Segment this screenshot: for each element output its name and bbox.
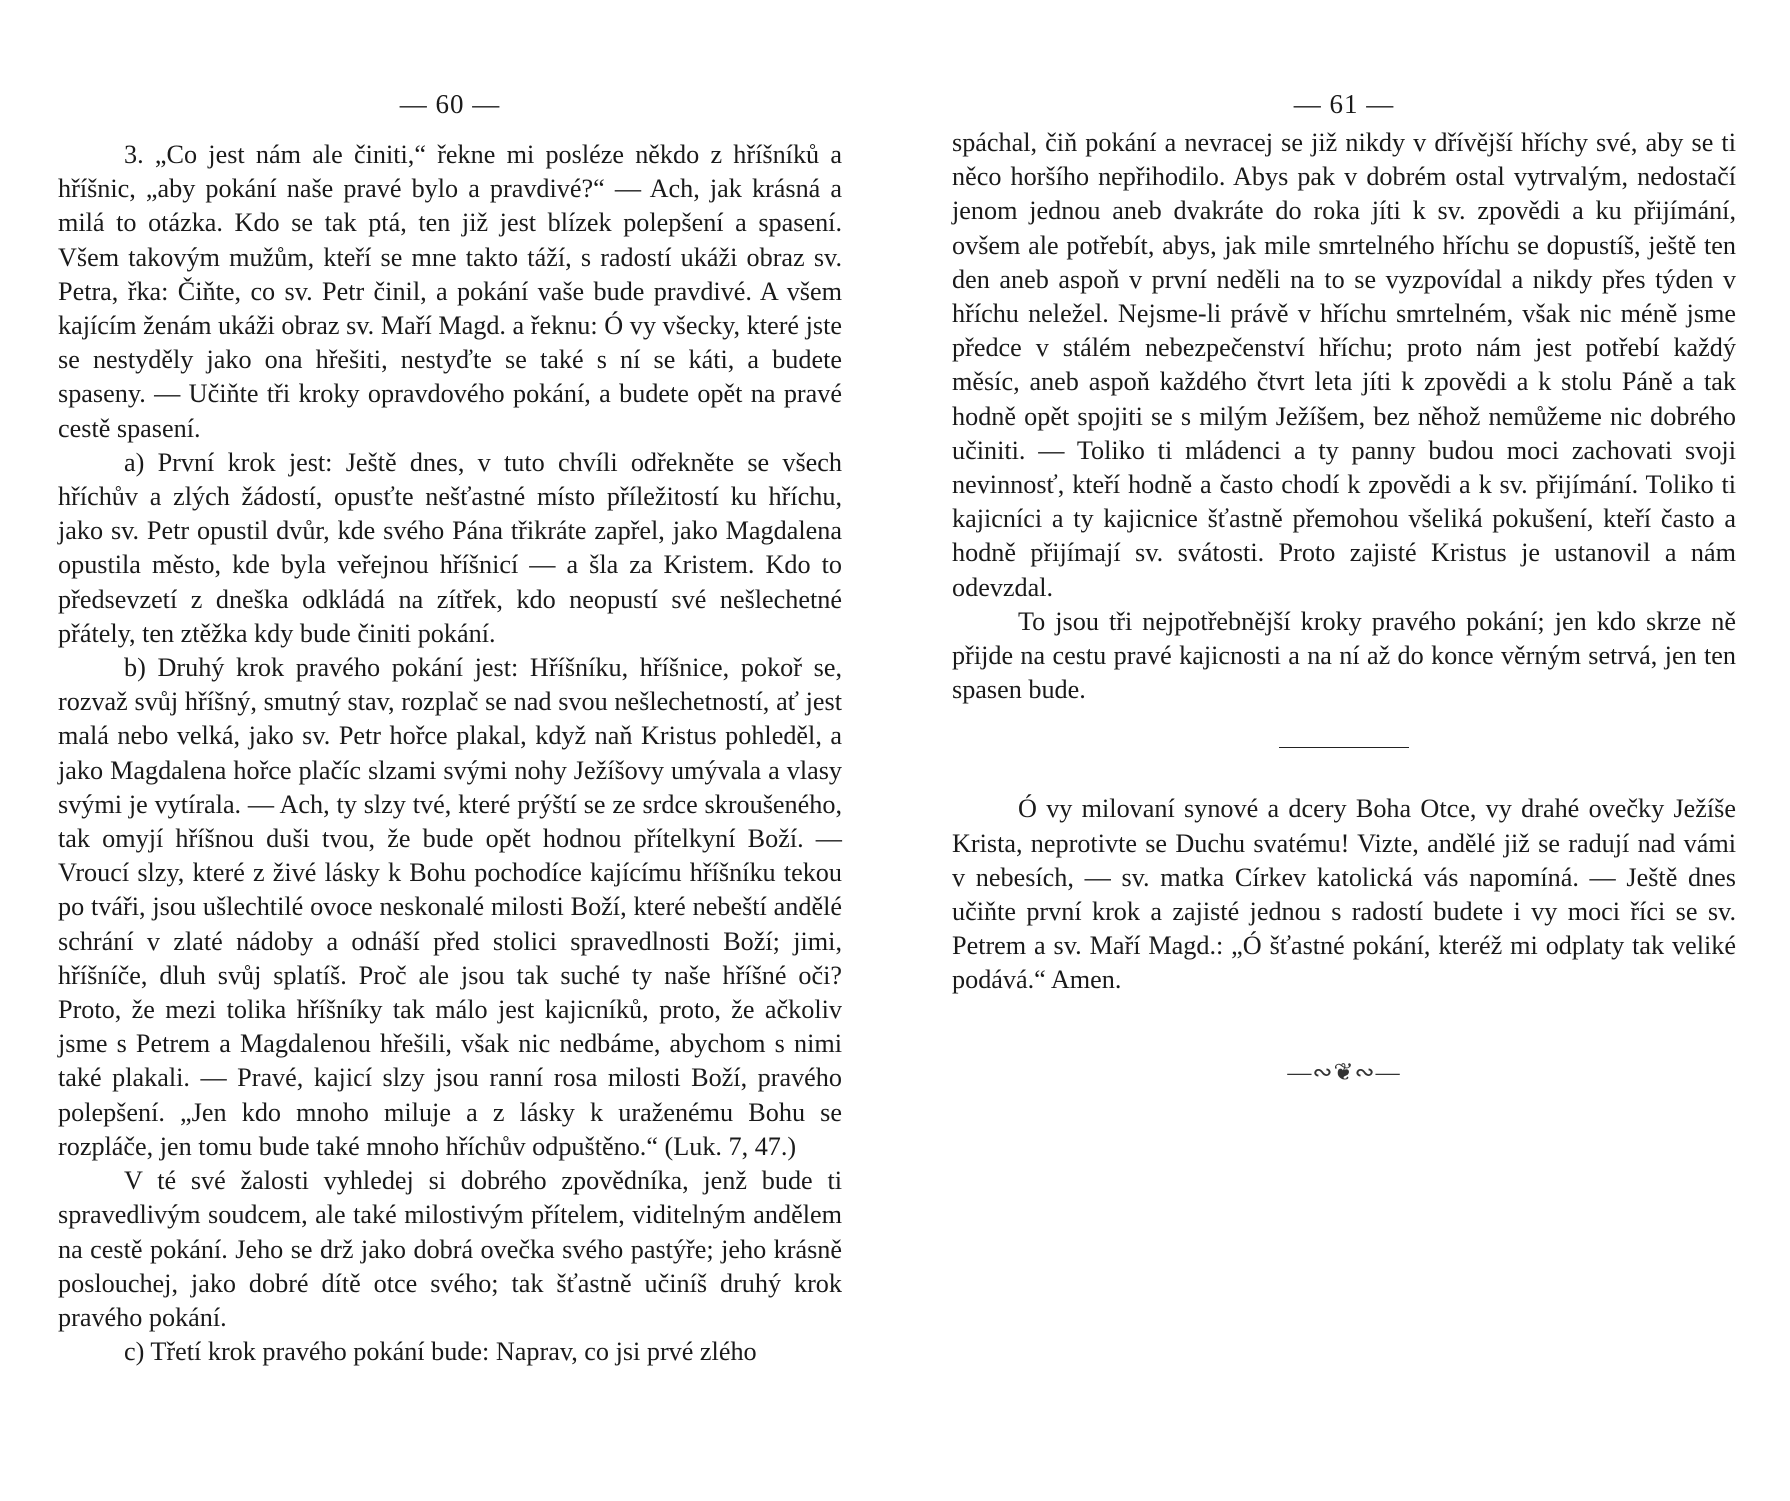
closing-section <box>952 792 1736 997</box>
page-number: — 60 — <box>399 89 501 119</box>
end-ornament: —∾❦∾— <box>1287 1059 1401 1086</box>
page-text <box>58 138 842 1369</box>
paragraph: 3. „Co jest nám ale činiti,“ řekne mi posléze někdo z hříšníků a hříšnic, „aby pokání naše pravé bylo a pravdivé?“ — Ach, jak krásná a milá to otázka. Kdo se tak ptá, ten již jest blízek polepšení a spasení. Všem takovým mužům, kteří se mne takto táží, s radostí ukáži obraz sv. Petra, řka: Čiňte, co sv. Petr činil, a pokání vaše bude pravdivé. A všem kajícím ženám ukáži obraz sv. Maří Magd. a řeknu: Ó vy všecky, které jste se nestyděly jako ona hřešiti, nestyďte se také s ní se káti, a budete spaseny. — Učiňte tři kroky opravdového pokání, a budete opět na pravé cestě spasení. <box>58 140 842 443</box>
paragraph: To jsou tři nejpotřebnější kroky pravého pokání; jen kdo skrze ně přijde na cestu pravé kajicnosti a na ní až do konce věrným setrvá, jen ten spasen bude. <box>952 606 1736 705</box>
paragraph: a) První krok jest: Ještě dnes, v tuto chvíli odřekněte se všech hříchův a zlých žádostí, opusťte nešťastné místo příležitostí ku hříchu, jako sv. Petr opustil dvůr, kde svého Pána třikráte zapřel, jako Magdalena opustila město, kde byla veřejnou hříšnicí — a šla za Kristem. Kdo to předsevzetí z dneška odkládá na zítřek, kdo neopustí své nešlechetné přátely, ten ztěžka kdy bude činiti pokání. <box>58 447 842 648</box>
page-text <box>952 126 1736 1087</box>
page-number: — 61 — <box>1293 89 1395 119</box>
right-page <box>952 0 1736 1087</box>
paragraph: c) Třetí krok pravého pokání bude: Naprav, co jsi prvé zlého <box>124 1337 757 1367</box>
section-divider <box>1279 747 1409 748</box>
paragraph: b) Druhý krok pravého pokání jest: Hříšníku, hříšnice, pokoř se, rozvaž svůj hříšný, smutný stav, rozplač se nad svou nešlechetností, ať jest malá nebo velká, jako sv. Petr hořce plakal, když naň Kristus pohleděl, a jako Magdalena hořce plačíc slzami svými nohy Ježíšovy umývala a vlasy svými je vytírala. — Ach, ty slzy tvé, které prýští se ze srdce skroušeného, tak omyjí hříšnou duši tvou, že bude opět hodnou přítelkyní Boží. — Vroucí slzy, které z živé lásky k Bohu pochodíce kajícímu hříšníku tekou po tváři, jsou ušlechtilé ovoce neskonalé milosti Boží, které nebeští andělé schrání v zlaté nádoby a odnáší před stolici spravedlnosti Boží; jimi, hříšníče, dluh svůj splatíš. Proč ale jsou tak suché ty naše hříšné oči? Proto, že mezi tolika hříšníky tak málo jest kajicníků, proto, že ačkoliv jsme s Petrem a Magdalenou hřešili, však nic nedbáme, abychom s nimi také plakali. — Pravé, kajicí slzy jsou ranní rosa milosti Boží, pravého polepšení. „Jen kdo mnoho miluje a z lásky k uraženému Bohu se rozpláče, jen tomu bude také mnoho hříchův odpuštěno.“ (Luk. 7, 47.) <box>58 653 842 1161</box>
paragraph: V té své žalosti vyhledej si dobrého zpovědníka, jenž bude ti spravedlivým soudcem, ale také milostivým přítelem, viditelným andělem na cestě pokání. Jeho se drž jako dobrá ovečka svého pastýře; jeho krásně poslouchej, jako dobré dítě otce svého; tak šťastně učiníš druhý krok pravého pokání. <box>58 1166 842 1332</box>
paragraph: Ó vy milovaní synové a dcery Boha Otce, vy drahé ovečky Ježíše Krista, neprotivte se Duchu svatému! Vizte, andělé již se radují nad vámi v nebesích, — sv. matka Církev katolická vás napomíná. — Ještě dnes učiňte první krok a zajisté jednou s radostí budete i vy moci říci se sv. Petrem a sv. Maří Magd.: „Ó šťastné pokání, kteréž mi odplaty tak veliké podává.“ Amen. <box>952 794 1736 995</box>
paragraph: spáchal, čiň pokání a nevracej se již nikdy v dřívější hříchy své, aby se ti něco horšího nepřihodilo. Abys pak v dobrém ostal vytrvalým, nedostačí jenom jednou aneb dvakráte do roka jíti k sv. zpovědi a ku přijímání, ovšem ale potřebít, abys, jak mile smrtelného hříchu se dopustíš, ještě ten den aneb aspoň v první neděli na to se vyzpovídal a nikdy přes týden v hříchu neležel. Nejsme-li právě v hříchu smrtelném, však nic méně jsme předce v stálém nebezpečenství hříchu; proto nám jest potřebí každý měsíc, aneb aspoň každého čtvrt leta jíti k zpovědi a k stolu Páně a tak hodně opět spojiti se s milým Ježíšem, bez něhož nemůžeme nic dobrého učiniti. — Toliko ti mládenci a ty panny budou moci zachovati svoji nevinnosť, kteří hodně a často chodí k zpovědi a k sv. přijímání. Toliko ti kajicníci a ty kajicnice šťastně přemohou všeliká pokušení, kteří často a hodně přijímají sv. svátosti. Proto zajisté Kristus je ustanovil a nám odevzdal. <box>952 128 1736 602</box>
left-page <box>58 0 842 1369</box>
